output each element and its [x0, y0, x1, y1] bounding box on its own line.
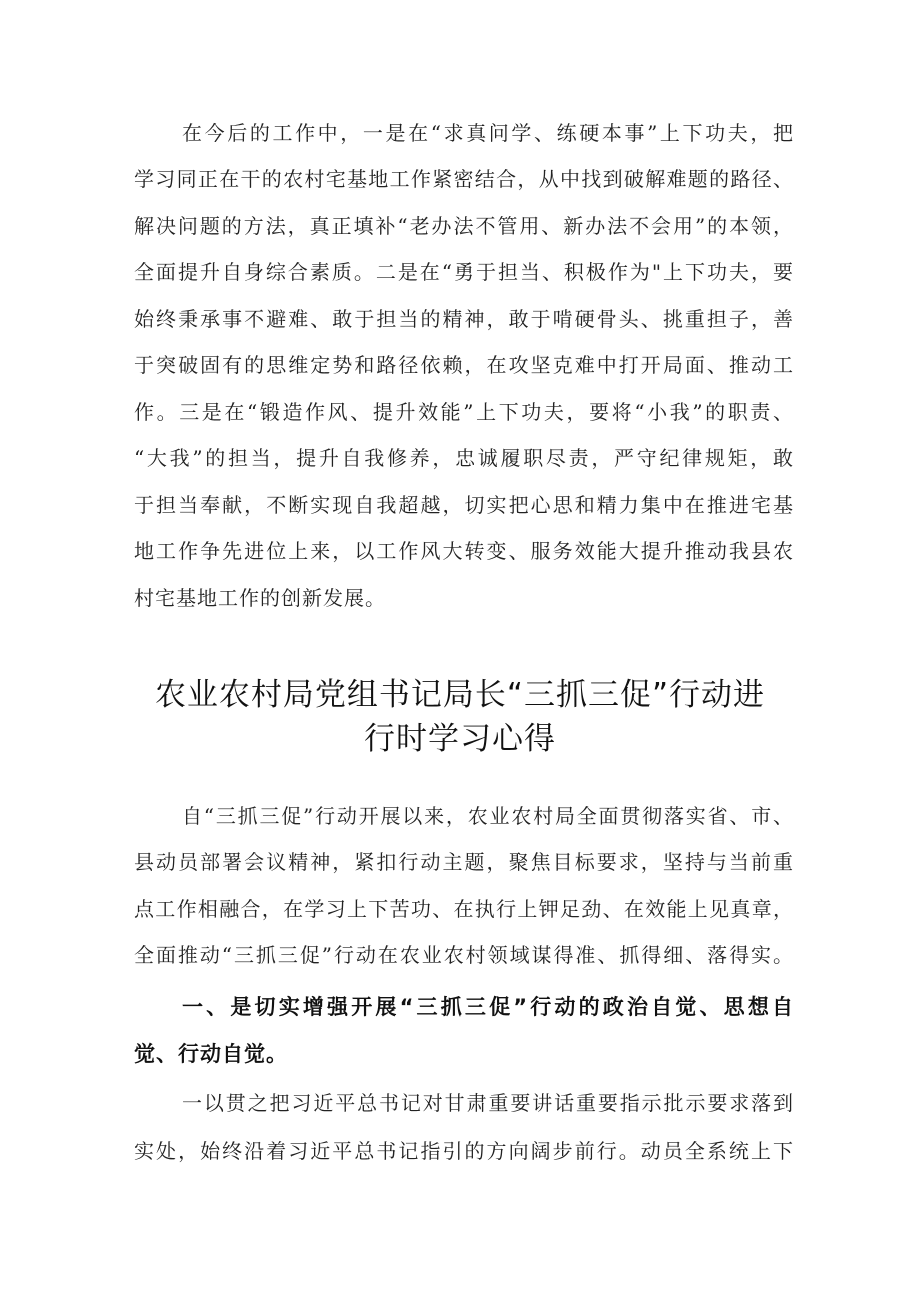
paragraph-line: 实处，始终沿着习近平总书记指引的方向阔步前行。动员全系统上下: [134, 1139, 794, 1163]
paragraph-line: “大我”的担当，提升自我修养，忠诚履职尽责，严守纪律规矩，敢: [134, 446, 794, 470]
paragraph-line: 在今后的工作中，一是在“求真问学、练硬本事”上下功夫，把: [182, 121, 794, 145]
paragraph-line: 一以贯之把习近平总书记对甘肃重要讲话重要指示批示要求落到: [182, 1091, 794, 1115]
paragraph-line: 全面提升自身综合素质。二是在“勇于担当、积极作为"上下功夫，要: [134, 260, 794, 284]
paragraph-line: 县动员部署会议精神，紧扣行动主题，聚焦目标要求，坚持与当前重: [134, 850, 794, 874]
paragraph-line: 于突破固有的思维定势和路径依赖，在攻坚克难中打开局面、推动工: [134, 353, 794, 377]
heading-line-1: 一、是切实增强开展“三抓三促”行动的政治自觉、思想自: [182, 995, 794, 1019]
title-line-1: 农业农村局党组书记局长“三抓三促”行动进: [154, 677, 766, 713]
paragraph-line: 点工作相融合，在学习上下苦功、在执行上钾足劲、在效能上见真章，: [134, 897, 794, 921]
paragraph-line: 作。三是在“锻造作风、提升效能”上下功夫，要将“小我”的职责、: [134, 400, 794, 424]
paragraph-line: 地工作争先进位上来，以工作风大转变、服务效能大提升推动我县农: [134, 539, 794, 563]
paragraph-line: 始终秉承事不避难、敢于担当的精神，敢于啃硬骨头、挑重担子，善: [134, 307, 794, 331]
paragraph-line: 解决问题的方法，真正填补“老办法不管用、新办法不会用”的本领，: [134, 214, 794, 238]
paragraph-line: 全面推动“三抓三促”行动在农业农村领域谋得准、抓得细、落得实。: [134, 943, 794, 967]
heading-line-2: 觉、行动自觉。: [134, 1042, 288, 1066]
paragraph-line: 于担当奉献，不断实现自我超越，切实把心思和精力集中在推进宅基: [134, 493, 794, 517]
paragraph-line: 学习同正在干的农村宅基地工作紧密结合，从中找到破解难题的路径、: [134, 167, 794, 191]
paragraph-line: 自“三抓三促”行动开展以来，农业农村局全面贯彻落实省、市、: [182, 804, 794, 828]
paragraph-line: 村宅基地工作的创新发展。: [134, 586, 386, 610]
title-line-2: 行时学习心得: [364, 721, 556, 757]
